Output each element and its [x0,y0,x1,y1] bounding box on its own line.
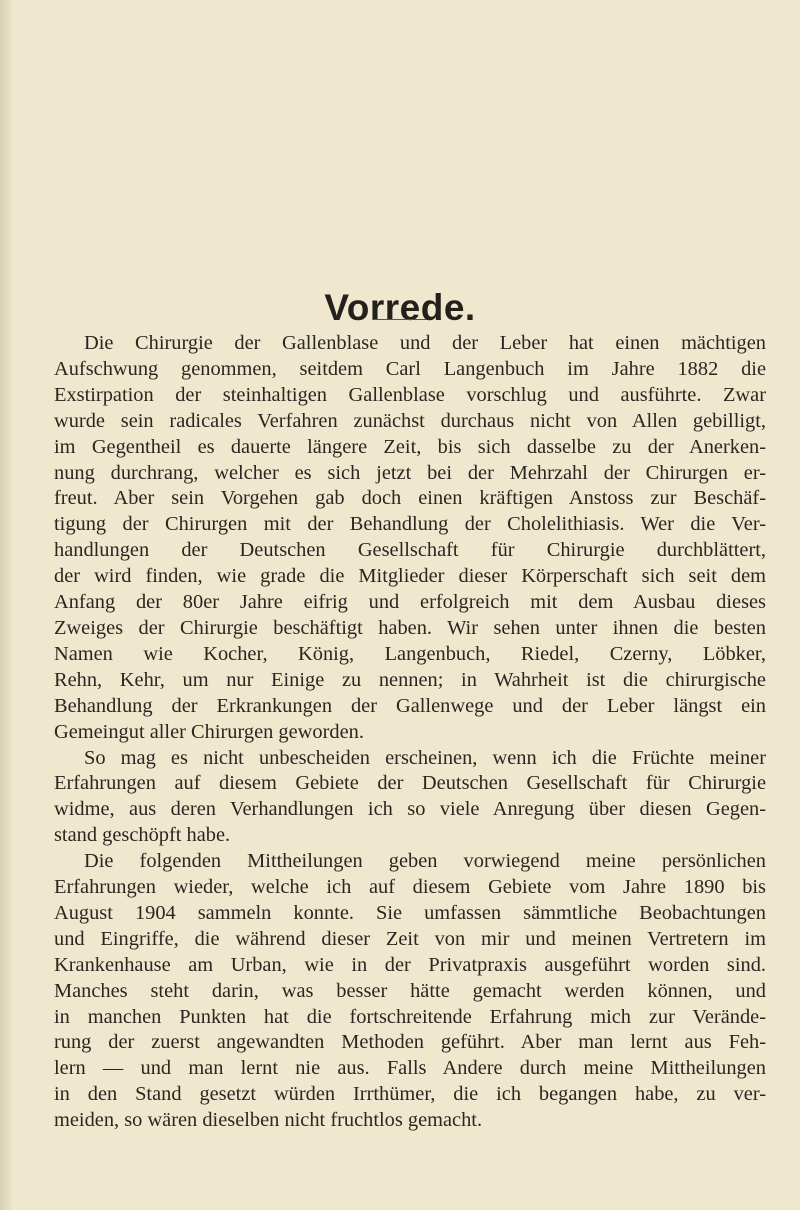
text-line: Krankenhause am Urban, wie in der Privatpraxis ausgeführt worden sind. [54,953,766,976]
text-line: Behandlung der Erkrankungen der Gallenwege und der Leber längst ein [54,694,766,717]
text-line: Erfahrungen wieder, welche ich auf diesem Gebiete vom Jahre 1890 bis [54,876,766,899]
page-title: Vorrede. [324,286,476,328]
text-line: So mag es nicht unbescheiden erscheinen, wenn ich die Früchte meiner [84,746,766,769]
text-line: und Eingriffe, die während dieser Zeit von mir und meinen Vertretern im [54,927,766,950]
text-line: Aufschwung genommen, seitdem Carl Langenbuch im Jahre 1882 die [54,357,766,380]
text-line: im Gegentheil es dauerte längere Zeit, bis sich dasselbe zu der Anerken- [54,435,766,458]
text-line: Rehn, Kehr, um nur Einige zu nennen; in Wahrheit ist die chirurgische [54,668,766,691]
text-line: meiden, so wären dieselben nicht fruchtlos gemacht. [54,1109,483,1132]
text-line: freut. Aber sein Vorgehen gab doch einen kräftigen Anstoss zur Beschäf- [54,487,766,510]
text-line: in den Stand gesetzt würden Irrthümer, die ich begangen habe, zu ver- [54,1083,766,1106]
text-line: August 1904 sammeln konnte. Sie umfassen sämmtliche Beobachtungen [54,901,766,924]
paragraph [54,331,766,746]
text-line: widme, aus deren Verhandlungen ich so viele Anregung über diesen Gegen- [54,798,766,821]
text-line: tigung der Chirurgen mit der Behandlung der Cholelithiasis. Wer die Ver- [54,513,766,536]
text-line: handlungen der Deutschen Gesellschaft für Chirurgie durchblättert, [54,539,766,562]
text-line: wurde sein radicales Verfahren zunächst durchaus nicht von Allen gebilligt, [54,409,766,432]
text-line: Zweiges der Chirurgie beschäftigt haben. Wir sehen unter ihnen die besten [54,616,766,639]
text-line: Namen wie Kocher, König, Langenbuch, Riedel, Czerny, Löbker, [54,642,766,665]
paragraph [54,746,766,850]
body-text [54,331,766,1134]
text-line: stand geschöpft habe. [54,824,231,847]
paragraph [54,849,766,1134]
text-line: Exstirpation der steinhaltigen Gallenblase vorschlug und ausführte. Zwar [54,383,766,406]
text-line: nung durchrang, welcher es sich jetzt bei der Mehrzahl der Chirurgen er- [54,461,766,484]
text-line: Gemeingut aller Chirurgen geworden. [54,720,364,743]
text-line: Anfang der 80er Jahre eifrig und erfolgreich mit dem Ausbau dieses [54,591,766,614]
page-edge-shadow [0,0,14,1210]
text-line: in manchen Punkten hat die fortschreitende Erfahrung mich zur Verände- [54,1005,766,1028]
text-line: lern — und man lernt nie aus. Falls Andere durch meine Mittheilungen [54,1057,766,1080]
text-line: Erfahrungen auf diesem Gebiete der Deutschen Gesellschaft für Chirurgie [54,772,766,795]
text-line: der wird finden, wie grade die Mitglieder dieser Körperschaft sich seit dem [54,565,766,588]
text-line: Die Chirurgie der Gallenblase und der Leber hat einen mächtigen [84,332,766,354]
text-line: rung der zuerst angewandten Methoden geführt. Aber man lernt aus Feh- [54,1031,766,1054]
text-line: Die folgenden Mittheilungen geben vorwiegend meine persönlichen [84,850,766,873]
title-divider [373,319,427,320]
text-line: Manches steht darin, was besser hätte gemacht werden können, und [54,979,766,1002]
